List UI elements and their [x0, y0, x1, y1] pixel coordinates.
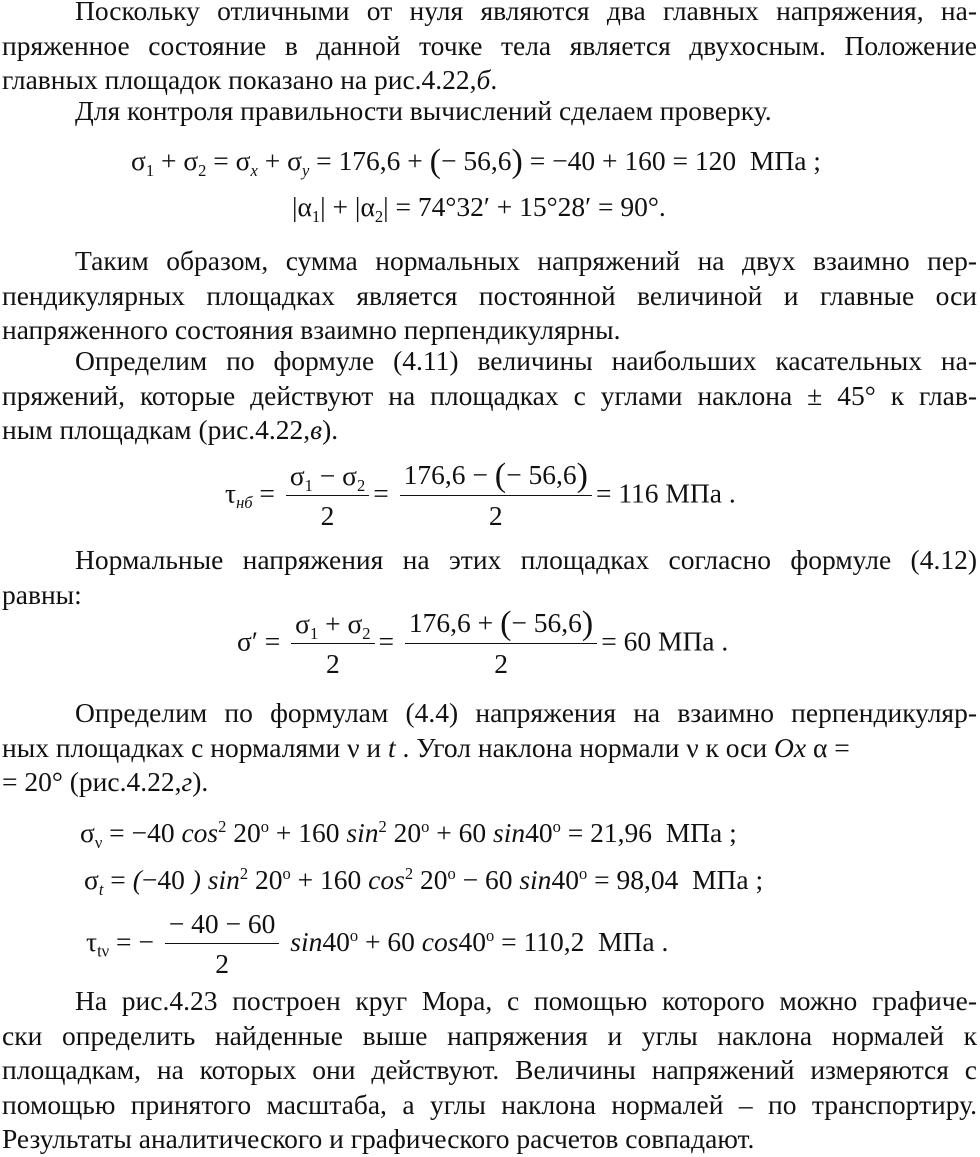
- text-line: Результаты аналитического и графического расчетов совпадают.: [2, 1123, 755, 1154]
- denominator: 2: [320, 499, 335, 531]
- figure-letter: г: [181, 766, 193, 797]
- text-line: Поскольку отличными от нуля являются два главных напряжения, на-: [75, 0, 977, 26]
- paragraph-mohr-circle: [2, 984, 977, 1157]
- fraction: $\frac{\sigma_1 + \sigma_2}{2}$: [291, 605, 374, 684]
- text-line: площадкам, на которых они действуют. Величины напряжений измеряются с: [2, 1054, 977, 1085]
- subscript: нб: [236, 493, 253, 513]
- figure-letter: в: [310, 414, 323, 445]
- equation-sum-normal-stresses: $\sigma_1 + \sigma_2 = \sigma_x + \sigma_y = 176,6$ + (− 56,6) = −40 + 160 = 120 МПа ;: [131, 143, 821, 180]
- text-line: равны:: [2, 578, 82, 610]
- text-line: На рис.4.23 построен круг Мора, с помощью которого можно графиче-: [75, 985, 977, 1016]
- symbol-tau: τ: [86, 925, 98, 957]
- text-segment: главных площадок показано на рис.4.22,: [2, 64, 477, 95]
- denominator: 2: [215, 948, 229, 979]
- fraction: $\frac{\sigma_1 - \sigma_2}{2}$: [286, 457, 369, 536]
- fraction: $\frac{176,6 - (- 56,6)}{2}$: [400, 456, 592, 536]
- text-line: Определим по формулам (4.4) напряжения на взаимно перпендикуляр-: [75, 697, 977, 728]
- paragraph-normal-stresses: [2, 543, 977, 612]
- text-line: пряженное состояние в данной точке тела является двухосным. Положение: [2, 29, 977, 61]
- numerator: − 40 − 60: [165, 905, 280, 944]
- result: = 116 МПа .: [595, 477, 736, 509]
- denominator: 2: [494, 648, 508, 679]
- text-line: помощью принятого масштаба, а углы наклона нормалей – по транспортиру.: [2, 1088, 977, 1120]
- text-line: Определим по формуле (4.11) величины наибольших касательных на-: [75, 345, 977, 376]
- text-segment: ).: [192, 766, 209, 797]
- symbol-tau: τ: [225, 477, 237, 509]
- figure-letter: б: [476, 64, 491, 95]
- text-segment: α =: [806, 731, 850, 763]
- text-segment: ным площадкам (рис.4.22,: [2, 414, 311, 445]
- text-segment: . Угол наклона нормали ν к оси: [395, 731, 774, 763]
- paragraph-perpendicular-planes: [2, 696, 977, 800]
- symbol-sigma-prime: σ′: [237, 625, 258, 657]
- result: = 60 МПа .: [601, 625, 729, 657]
- denominator: 2: [325, 647, 340, 679]
- paragraph-max-shear: [2, 344, 977, 448]
- text-segment: ).: [322, 414, 339, 445]
- text-line: [2, 765, 977, 800]
- axis-label: Ox: [773, 731, 807, 763]
- paragraph-conclusion-sum: [2, 244, 977, 348]
- equation-angle-sum: $|\alpha_1| + |\alpha_2| = 74^\circ 32' + 15^\circ 28' = 90^\circ$.: [292, 191, 666, 226]
- text-line: пендикулярных площадках является постоянной величиной и главные оси: [2, 279, 977, 311]
- text-segment: ных площадках с нормалями ν и: [2, 731, 388, 763]
- text-line: пряжений, которые действуют на площадках с углами наклона ± 45° к глав-: [2, 379, 977, 411]
- equation-sigma-prime: σ′ = $\frac{\sigma_1 + \sigma_2}{2}$ = $\frac{176,6 + (- 56,6)}{2}$ = 60 МПа .: [237, 604, 728, 684]
- fraction: $\frac{176,6 + (- 56,6)}{2}$: [405, 604, 597, 684]
- text-segment: = 20° (рис.4.22,: [2, 766, 182, 797]
- text-line: Таким образом, сумма нормальных напряжений на двух взаимно пер-: [75, 245, 977, 276]
- fraction: [165, 905, 280, 984]
- equation-tau-t-nu: $\tau_{t\nu}$ = − $\frac{- 40 - 60}{2}$ $\sin 40^o + 60$ $\cos 40^o = 110,2$ МПа .: [86, 905, 668, 984]
- paragraph-check-intro: [2, 94, 977, 129]
- text-line: Для контроля правильности вычислений сделаем проверку.: [75, 95, 772, 126]
- text-segment: .: [490, 64, 498, 95]
- equation-sigma-t: $\sigma_t = (-40$ ) $\sin^2 20^o + 160$ $\cos^2 20^o - 60$ $\sin 40^o = 98,04$ МПа ;: [84, 864, 764, 899]
- denominator: 2: [488, 500, 503, 531]
- text-line: [2, 413, 977, 448]
- text-line: напряженного состояния взаимно перпендикулярны.: [2, 314, 621, 345]
- text-line: Нормальные напряжения на этих площадках согласно формуле (4.12): [75, 544, 977, 575]
- text-line: [2, 731, 977, 766]
- text-line: [2, 63, 977, 98]
- text-line: ски определить найденные выше напряжения и углы наклона нормалей к: [2, 1019, 977, 1051]
- paragraph-biaxial-state: [2, 0, 977, 98]
- subscript: tν: [97, 941, 110, 961]
- equation-max-shear-stress: $\tau_{нб}$ = $\frac{\sigma_1 - \sigma_2}{2}$ = $\frac{176,6 - (- 56,6)}{2}$ = 116 МПа .: [225, 456, 736, 536]
- symbol-t: t: [387, 731, 396, 763]
- equation-sigma-nu: $\sigma_\nu = -40$ $\cos^2 20^o + 160$ $\sin^2 20^o + 60$ $\sin 40^o = 21,96$ МПа ;: [80, 817, 737, 852]
